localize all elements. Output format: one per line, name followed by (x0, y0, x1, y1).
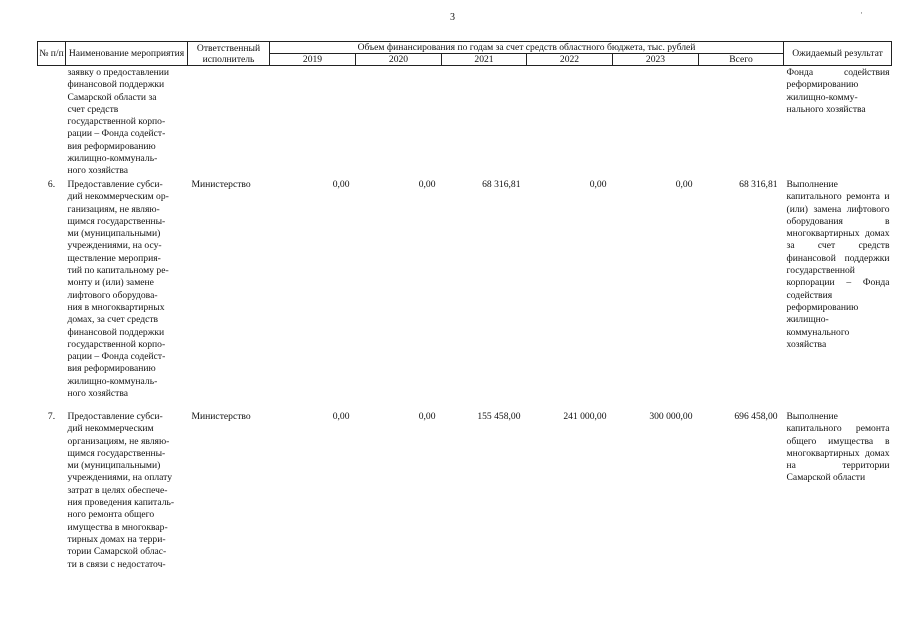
row-value-total: 696 458,00 (734, 411, 778, 422)
header-year-2020: 2020 (356, 54, 442, 66)
header-funding: Объем финансирования по годам за счет средств областного бюджета, тыс. рублей (270, 42, 784, 54)
row-executor: Министерство (191, 411, 251, 422)
row-name (66, 179, 188, 411)
row-name (66, 66, 188, 180)
scan-dot-mark: · (860, 8, 863, 18)
scan-dot-mark: · (890, 38, 893, 48)
row-value-2019: 0,00 (332, 411, 350, 422)
row-value-2023: 300 000,00 (649, 411, 693, 422)
table-row (38, 411, 892, 571)
row-value-2022: 0,00 (589, 179, 607, 190)
table-row (38, 66, 892, 180)
row-value-2023 (613, 66, 699, 180)
row-executor (188, 66, 270, 180)
row-result (784, 179, 892, 411)
row-result-text: Выполнение капитального ремонта общего имущества в многоквартирных домах на территории Самарской области (786, 411, 890, 484)
row-value-total: 68 316,81 (739, 179, 778, 190)
funding-table (37, 41, 892, 571)
row-result (784, 411, 892, 571)
row-result-text: Выполнение капитального ремонта и (или) замена лифтового оборудования в многоквартирных домах за счет средств финансовой поддержки государственной корпорации – Фонда содействия реформированию жилищно-коммунального хозяйства (786, 179, 890, 350)
row-executor: Министерство (191, 179, 251, 190)
header-year-2021: 2021 (442, 54, 527, 66)
row-result (784, 66, 892, 180)
row-value-2021 (442, 66, 527, 180)
row-value-2021: 155 458,00 (477, 411, 521, 422)
row-num (38, 66, 66, 180)
header-year-2022: 2022 (527, 54, 613, 66)
row-name-text: Предоставление субси- дий некоммерческим организациям, не являю- щимся государственны- ми (муниципальными) учреждениями, на оплату затрат в целях обеспече- ния проведения капиталь- ного ремонта общего имущества в многоквар- тирных домах на терри- тории Самарской облас- ти в связи с недостаточ- (67, 411, 175, 570)
header-num: № п/п (38, 42, 66, 66)
row-num: 6. (47, 179, 56, 190)
header-name: Наименование мероприятия (66, 42, 188, 66)
row-value-2020 (356, 66, 442, 180)
row-name-text: заявку о предоставлении финансовой поддержки Самарской области за счет средств государственной корпо- рации – Фонда содейст- вия реформированию жилищно-коммуналь- ного хозяйства (67, 67, 170, 177)
header-executor: Ответственный исполнитель (188, 42, 270, 66)
row-name-text: Предоставление субси- дий некоммерческим ор- ганизациям, не являю- щимся государственны- ми (муниципальными) учреждениями, на осу- ществление мероприя- тий по капитальному ре- монту и (или) замене лифтового оборудова- ния в многоквартирных домах, за счет средств финансовой поддержки государственной корпо- рации – Фонда содейст- вия реформированию жилищно-коммуналь- ного хозяйства (67, 179, 169, 400)
row-value-total (699, 66, 784, 180)
row-name (66, 411, 188, 571)
row-value-2023: 0,00 (675, 179, 693, 190)
row-value-2021: 68 316,81 (482, 179, 521, 190)
header-total: Всего (699, 54, 784, 66)
table-row (38, 179, 892, 411)
row-value-2019: 0,00 (332, 179, 350, 190)
header-year-2019: 2019 (270, 54, 356, 66)
header-year-2023: 2023 (613, 54, 699, 66)
row-result-text: Фонда содействия реформированию жилищно-комму-нального хозяйства (786, 67, 890, 115)
row-value-2022 (527, 66, 613, 180)
row-value-2022: 241 000,00 (563, 411, 607, 422)
row-value-2019 (270, 66, 356, 180)
row-value-2020: 0,00 (418, 411, 436, 422)
row-value-2020: 0,00 (418, 179, 436, 190)
row-num: 7. (47, 411, 56, 422)
page-number: 3 (450, 12, 455, 23)
header-result: Ожидаемый результат (784, 42, 892, 66)
